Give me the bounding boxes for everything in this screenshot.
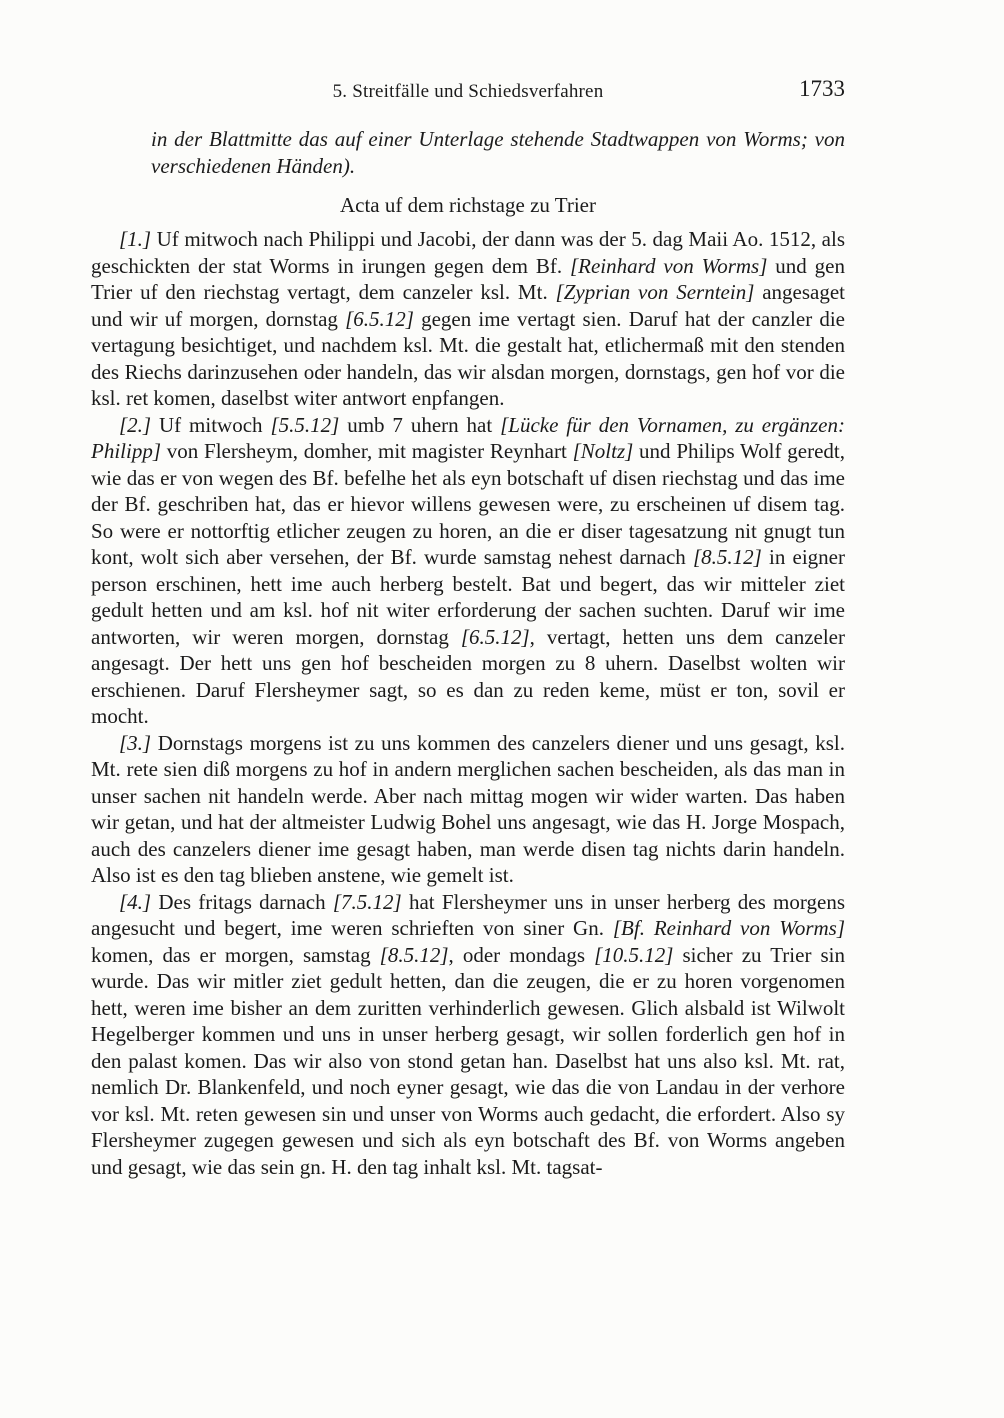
paragraph bbox=[91, 226, 845, 412]
text-run-italic: [6.5.12] bbox=[345, 306, 414, 331]
text-run: umb 7 uhern hat bbox=[339, 412, 501, 437]
text-run: von Flersheym, domher, mit magister Reynhart bbox=[161, 439, 573, 463]
text-run-italic: [Bf. Reinhard von Worms] bbox=[612, 916, 846, 940]
text-run: Des fritags darnach bbox=[151, 889, 333, 914]
body-text bbox=[91, 226, 845, 1180]
text-run-italic: [6.5.12] bbox=[460, 624, 530, 649]
paragraph bbox=[91, 889, 845, 1181]
text-run: gegen ime vertagt sien. Daruf hat der canzler die vertagung besichtiget, und nachdem ksl. Mt. die gestalt hat, etlichermaß mit den stenden des Riechs darinzusehen oder handeln, das wir alsdan morgen, dornstags, gen hof vor die ksl. ret komen, daselbst witer antwort enpfangen. bbox=[91, 306, 845, 410]
text-run: in eigner person erschinen, hett ime auch herberg bestelt. Bat und begert, das wir mitteler ziet gedult hetten und am ksl. hof nit witer erforderung der sachen suchten. Daruf wir ime antworten, wir weren morgen, dornstag bbox=[91, 545, 845, 649]
text-run: Uf mitwoch bbox=[151, 412, 271, 437]
paragraph bbox=[91, 412, 845, 730]
text-run-italic: [Reinhard von Worms] bbox=[569, 253, 768, 278]
text-run-italic: [8.5.12] bbox=[692, 545, 762, 569]
text-run: , vertagt, hetten uns dem canzeler angesagt. Der hett uns gen hof bescheiden morgen zu 8 uhern. Daselbst wolten wir erschienen. Daruf Flersheymer sagt, so es dan zu reden keme, müst er ton, sovil er mocht. bbox=[91, 624, 845, 728]
text-run: sicher zu Trier sin wurde. Das wir mitler ziet gedult hetten, dan die zeugen, die er zu horen vorgenomen hett, weren ime bisher an dem zuritten verhinderlich gewesen. Glich alsbald ist Wilwolt Hegelberger kommen und uns in unser herberg gesagt, wir sollen forderlich gen hof in den palast komen. Das wir also von stond getan han. Daselbst hat uns also ksl. Mt. rat, nemlich Dr. Blankenfeld, und noch eyner gesagt, wie das die von Landau in der verhore vor ksl. Mt. reten gewesen sin und unser von Worms auch gedacht, die erfordert. Also sy Flersheymer zugegen gewesen und sich als eyn botschaft des Bf. von Worms angeben und gesagt, wie das sein gn. H. den tag inhalt ksl. Mt. tagsat- bbox=[91, 942, 845, 1179]
text-run: komen, das er morgen, samstag bbox=[91, 942, 380, 967]
text-run-italic: [3.] bbox=[119, 730, 152, 755]
text-run-italic: [5.5.12] bbox=[270, 412, 340, 437]
text-run: und gen Trier uf den riechstag vertagt, dem canzeler ksl. Mt. bbox=[91, 253, 846, 304]
text-run-italic: [Lücke für den Vornamen, zu ergänzen: Philipp] bbox=[91, 412, 845, 463]
editorial-note: in der Blattmitte das auf einer Unterlage stehende Stadtwappen von Worms; von verschiedenen Händen). bbox=[151, 127, 845, 178]
section-title: 5. Streitfälle und Schiedsverfahren bbox=[332, 81, 604, 102]
text-run-italic: [Noltz] bbox=[572, 439, 634, 463]
text-block bbox=[91, 76, 846, 1180]
text-run-italic: [4.] bbox=[119, 889, 152, 914]
running-header bbox=[91, 76, 845, 110]
text-run: und Philips Wolf geredt, wie das er von wegen des Bf. befelhe het als eyn botschaft uf disen riechstag und das ime der Bf. geschriben hat, das er hievor willens gewesen were, zu erscheinen uf disem tag. So were er nottorftig etlicher zeugen zu horen, an die er diser tagesatzung nit gnugt tun kont, wolt sich aber versehen, der Bf. wurde samstag nehest darnach bbox=[91, 439, 845, 569]
text-run: Uf mitwoch nach Philippi und Jacobi, der dann was der 5. dag Maii Ao. 1512, als geschickten der stat Worms in irungen gegen dem Bf. bbox=[91, 227, 845, 278]
document-heading: Acta uf dem richstage zu Trier bbox=[339, 193, 596, 217]
text-run: , oder mondags bbox=[448, 942, 595, 967]
text-run-italic: [1.] bbox=[119, 227, 152, 251]
text-run: Dornstags morgens ist zu uns kommen des canzelers diener und uns gesagt, ksl. Mt. rete sien diß morgens zu hof in andern merglichen sachen bescheiden, als das man in unser sachen nit handeln werde. Aber nach mittag mogen wir wider warten. Das haben wir getan, und hat der altmeister Ludwig Bohel uns angesagt, wie das H. Jorge Mospach, auch des canzelers diener ime gesagt haben, man werde disen tag nichts darin handeln. Also ist es den tag blieben anstene, wie gemelt ist. bbox=[91, 730, 845, 887]
text-run: hat Flersheymer uns in unser herberg des morgens angesucht und begert, ime weren schrieften von siner Gn. bbox=[91, 889, 845, 940]
text-run-italic: [8.5.12] bbox=[379, 942, 449, 967]
text-run-italic: [10.5.12] bbox=[594, 942, 674, 967]
page-number: 1733 bbox=[799, 76, 845, 101]
text-run-italic: [2.] bbox=[119, 412, 152, 437]
text-run-italic: [Zyprian von Serntein] bbox=[555, 280, 755, 304]
paragraph bbox=[91, 730, 845, 889]
text-run: angesaget und wir uf morgen, dornstag bbox=[91, 280, 846, 331]
text-run-italic: [7.5.12] bbox=[332, 889, 402, 914]
